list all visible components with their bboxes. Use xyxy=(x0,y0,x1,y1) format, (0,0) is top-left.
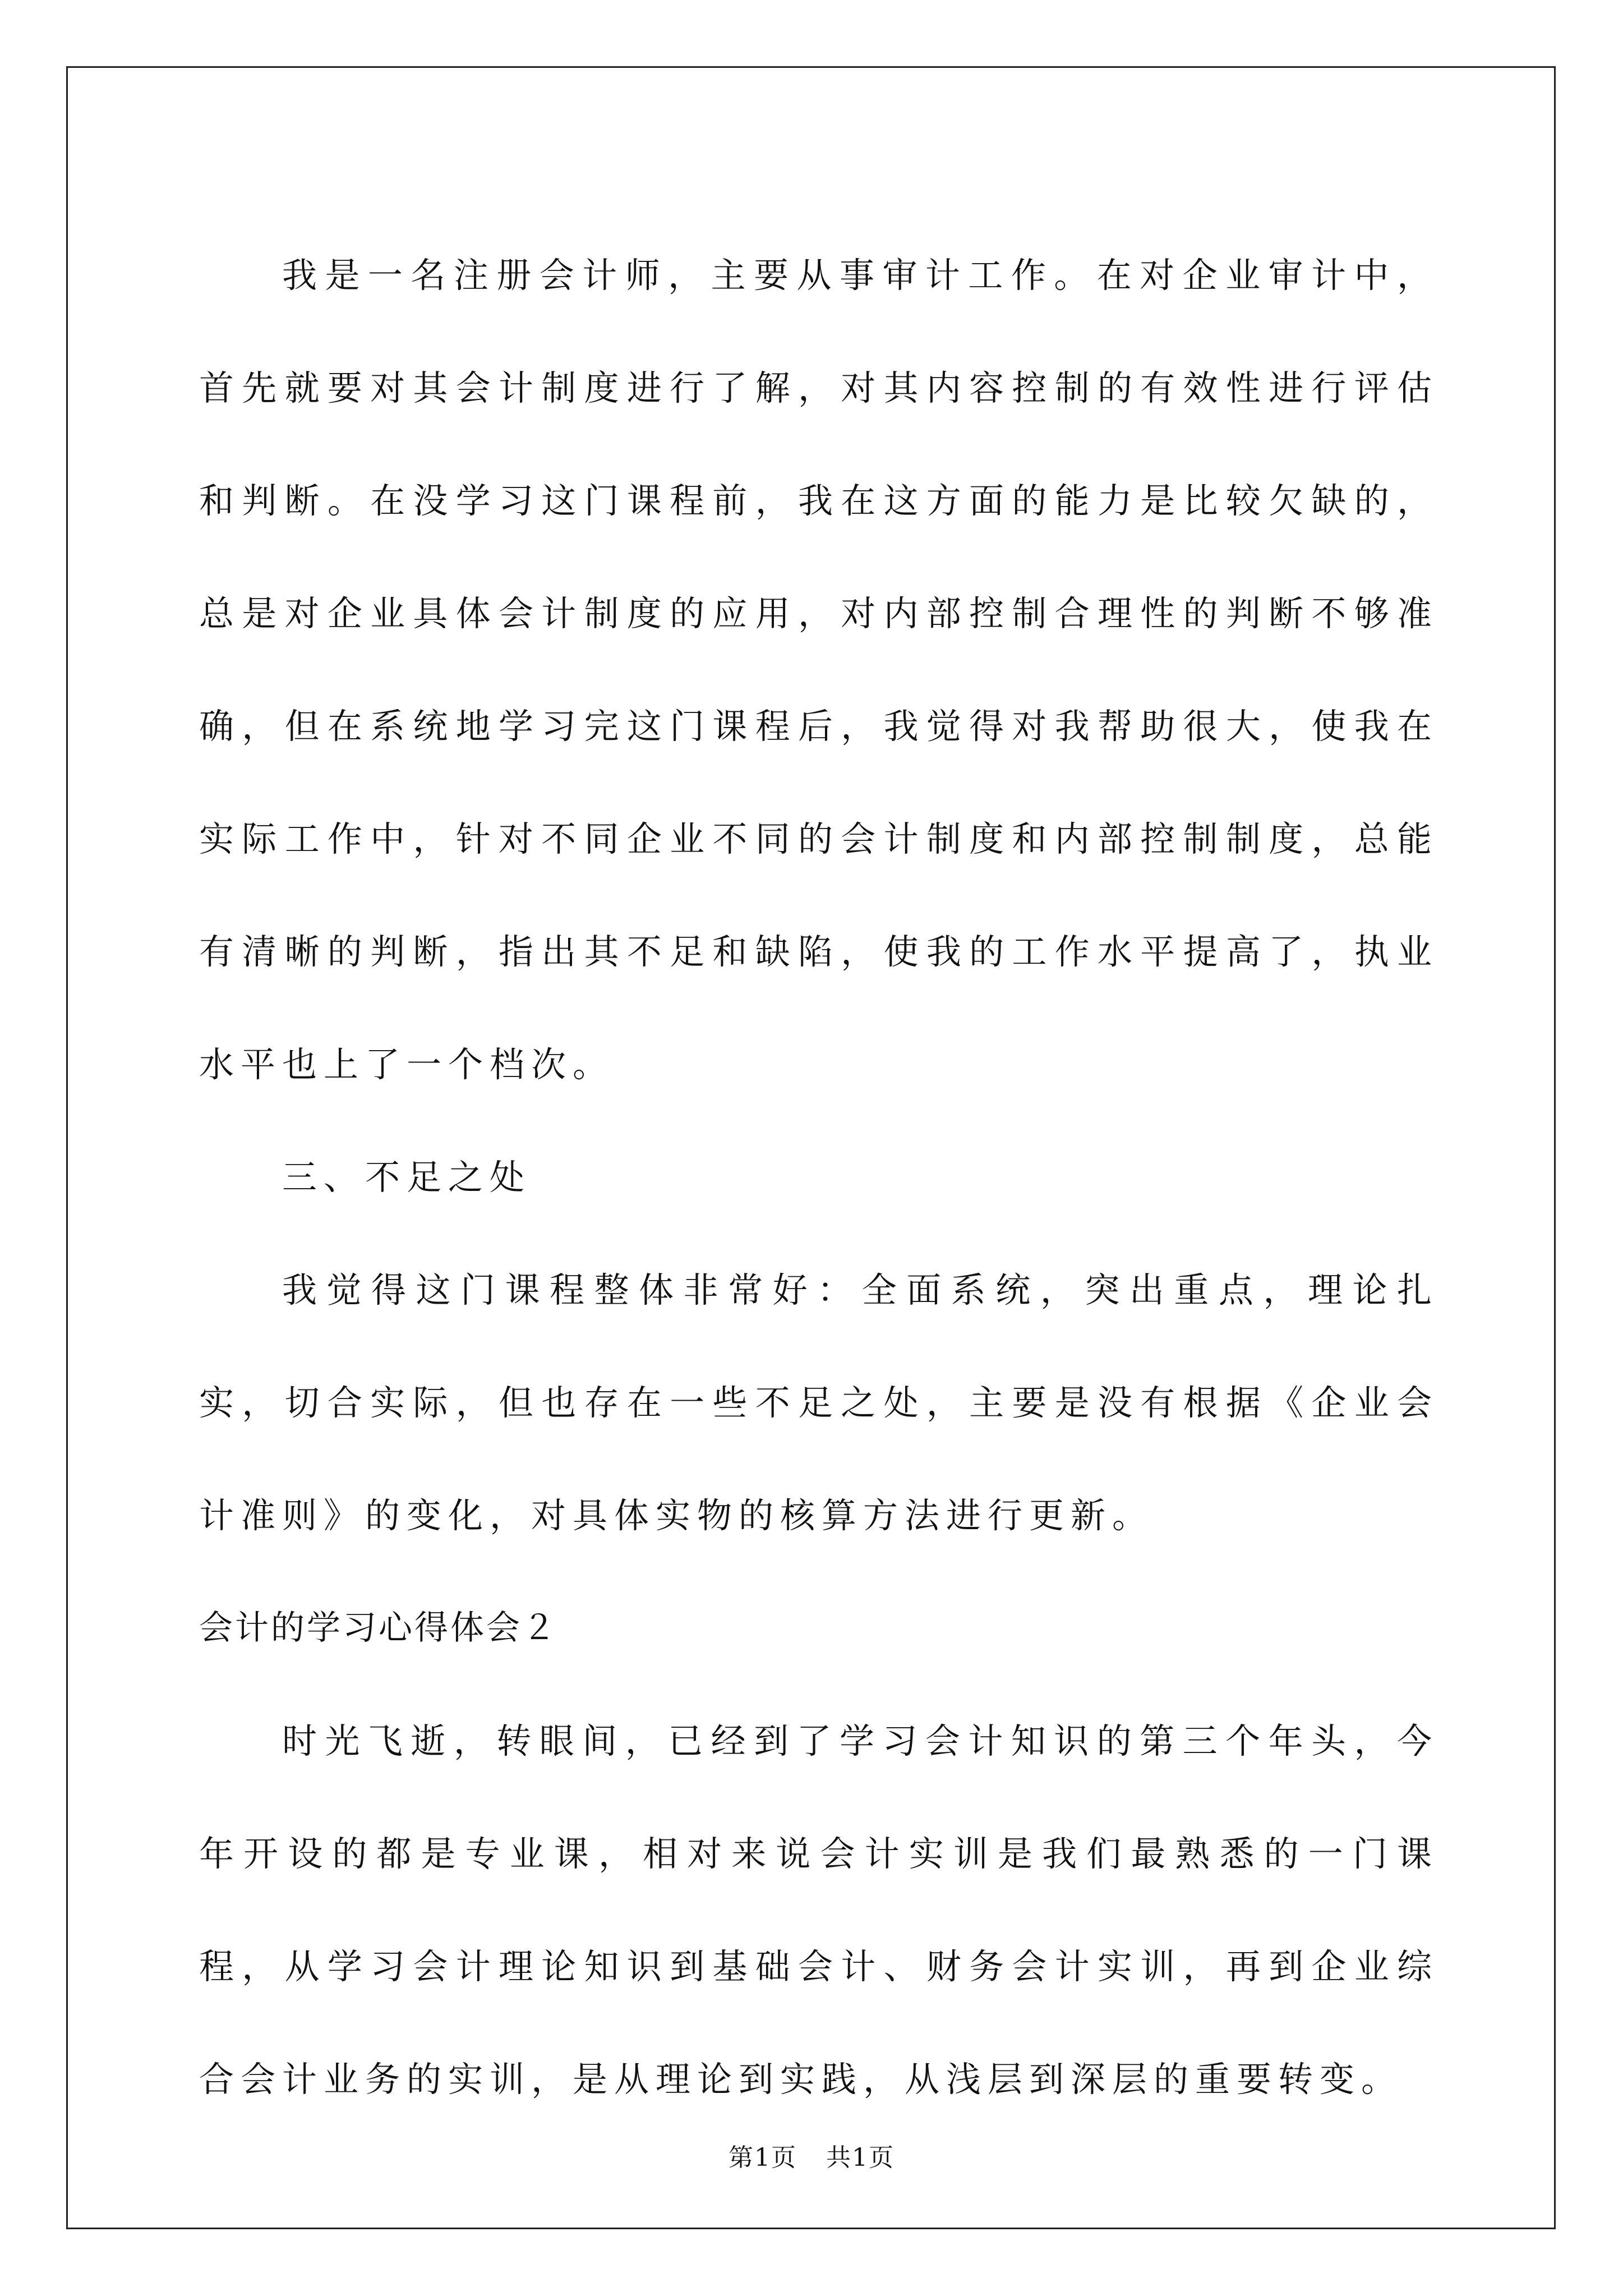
section-title: 会计的学习心得体会２ xyxy=(199,1608,558,1648)
document-body xyxy=(199,219,1438,2136)
paragraph-training: 时光飞逝，转眼间，已经到了学习会计知识的第三个年头，今年开设的都是专业课，相对来说会计实训是我们最熟悉的一门课程，从学习会计理论知识到基础会计、财务会计实训，再到企业综合会计业务的实训，是从理论到实践，从浅层到深层的重要转变。 xyxy=(199,1720,1438,2100)
page-total: 共1页 xyxy=(826,2143,895,2172)
page-number: 第1页 xyxy=(728,2143,797,2172)
paragraph-audit-experience: 我是一名注册会计师，主要从事审计工作。在对企业审计中，首先就要对其会计制度进行了解，对其内容控制的有效性进行评估和判断。在没学习这门课程前，我在这方面的能力是比较欠缺的，总是对企业具体会计制度的应用，对内部控制合理性的判断不够准确，但在系统地学习完这门课程后，我觉得对我帮助很大，使我在实际工作中，针对不同企业不同的会计制度和内部控制制度，总能有清晰的判断，指出其不足和缺陷，使我的工作水平提高了，执业水平也上了一个档次。 xyxy=(199,255,1438,1085)
heading-shortcomings: 三、不足之处 xyxy=(282,1157,532,1198)
page-footer xyxy=(0,2137,1623,2173)
paragraph-shortcomings: 我觉得这门课程整体非常好：全面系统，突出重点，理论扎实，切合实际，但也存在一些不足之处，主要是没有根据《企业会计准则》的变化，对具体实物的核算方法进行更新。 xyxy=(199,1269,1438,1536)
